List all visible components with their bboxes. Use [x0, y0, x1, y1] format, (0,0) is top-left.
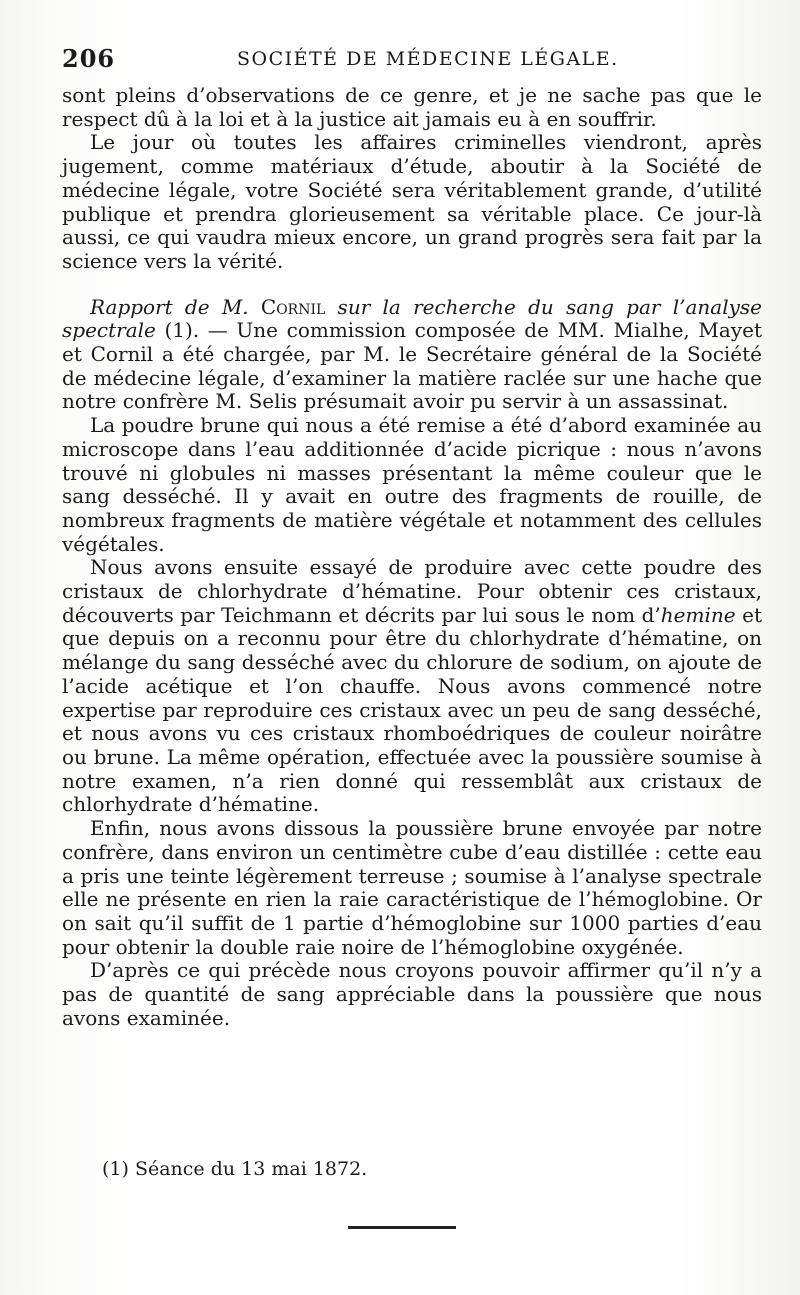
rapport-text: (1). — Une commission composée de MM. Mialhe, Mayet et Cornil a été chargée, par M. le Secrétaire général de la Société de médecine légale, d’examiner la matière raclée sur une hache que notre confrère M. Selis présumait avoir pu servir à un assassinat.	[62, 318, 762, 414]
paragraph-cristaux	[62, 556, 762, 817]
paragraph-continuation: sont pleins d’observations de ce genre, et je ne sache pas que le respect dû à la loi et à la justice ait jamais eu à en souffrir.	[62, 83, 762, 131]
section-gap	[62, 274, 762, 296]
page-body	[62, 84, 762, 1030]
closing-rule	[348, 1226, 456, 1229]
cristaux-text-after: et que depuis on a reconnu pour être du chlorhydrate d’hématine, on mélange du sang desséché avec du chlorure de sodium, on ajoute de l’acide acétique et l’on chauffe. Nous avons commencé notre expertise par reproduire ces cristaux avec un peu de sang desséché, et nous avons vu ces cristaux rhomboédriques de couleur noirâtre ou brune. La même opération, effectuée avec la poussière soumise à notre examen, n’a rien donné qui ressemblât aux cristaux de chlorhydrate d’hématine.	[62, 602, 763, 817]
rapport-label: Rapport de M.	[90, 294, 261, 319]
hemine-term: hemine	[660, 602, 736, 627]
rapport-title: sur la recherche du sang par l’analyse spectrale	[62, 294, 762, 343]
cristaux-text-before: Nous avons ensuite essayé de produire avec cette poudre des cristaux de chlorhydrate d’hématine. Pour obtenir ces cristaux, découverts par Teichmann et décrits par lui sous le nom d’	[62, 555, 762, 627]
page-number: 206	[62, 44, 116, 73]
paragraph-societe: Le jour où toutes les affaires criminelles viendront, après jugement, comme matériaux d’étude, aboutir à la Société de médecine légale, votre Société sera véritablement grande, d’utilité publique et prendra glorieusement sa véritable place. Ce jour-là aussi, ce qui vaudra mieux encore, un grand progrès sera fait par la science vers la vérité.	[62, 130, 762, 273]
footnote: (1) Séance du 13 mai 1872.	[102, 1158, 368, 1180]
paragraph-rapport	[62, 296, 762, 415]
paragraph-conclusion: D’après ce qui précède nous croyons pouvoir affirmer qu’il n’y a pas de quantité de sang appréciable dans la poussière que nous avons examinée.	[62, 958, 762, 1030]
paragraph-poudre: La poudre brune qui nous a été remise a été d’abord examinée au microscope dans l’eau additionnée d’acide picrique : nous n’avons trouvé ni globules ni masses présentant la même couleur que le sang desséché. Il y avait en outre des fragments de rouille, de nombreux fragments de matière végétale et notamment des cellules végétales.	[62, 413, 762, 556]
running-title: SOCIÉTÉ DE MÉDECINE LÉGALE.	[237, 48, 619, 70]
paragraph-spectrale: Enfin, nous avons dissous la poussière brune envoyée par notre confrère, dans environ un centimètre cube d’eau distillée : cette eau a pris une teinte légèrement terreuse ; soumise à l’analyse spectrale elle ne présente en rien la raie caractéristique de l’hémoglobine. Or on sait qu’il suffit de 1 partie d’hémoglobine sur 1000 parties d’eau pour obtenir la double raie noire de l’hémoglobine oxygénée.	[62, 816, 762, 959]
rapport-author: Cornil	[260, 294, 326, 319]
page-header	[62, 44, 752, 76]
